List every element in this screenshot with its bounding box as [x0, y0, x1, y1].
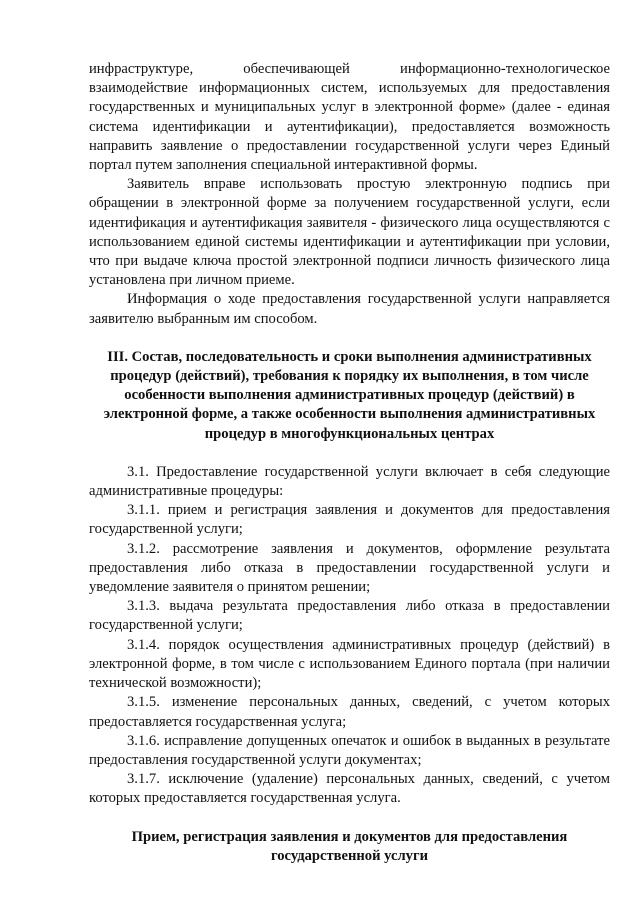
paragraph-continuation: инфраструктуре, обеспечивающей информационно-технологическое взаимодействие информационных систем, используемых для предоставления государственных и муниципальных услуг в электронной форме» (далее - единая система идентификации и аутентификации), предоставляется возможность направить заявление о предоставлении государственной услуги через Единый портал путем заполнения специальной интерактивной формы.	[89, 61, 610, 174]
paragraph-information: Информация о ходе предоставления государственной услуги направляется заявителю выбранным им способом.	[89, 291, 610, 327]
subsection-heading: Прием, регистрация заявления и документов для предоставления государственной услуги	[131, 828, 568, 864]
section-heading: III. Состав, последовательность и сроки выполнения административных процедур (действий), требования к порядку их выполнения, в том числе особенности выполнения административных процедур (действий) в электронной форме, а также особенности выполнения административных процедур в многофункциональных центрах	[103, 348, 596, 442]
list-item-3-1-1: 3.1.1. прием и регистрация заявления и документов для предоставления государственной услуги;	[89, 502, 610, 538]
list-item-3-1-6: 3.1.6. исправление допущенных опечаток и ошибок в выданных в результате предоставления государственной услуги документах;	[89, 732, 610, 768]
list-item-3-1-2: 3.1.2. рассмотрение заявления и документов, оформление результата предоставления либо отказа в предоставлении государственной услуги и уведомление заявителя о принятом решении;	[89, 540, 610, 596]
document-page	[89, 60, 610, 866]
list-item-3-1-3: 3.1.3. выдача результата предоставления либо отказа в предоставлении государственной услуги;	[89, 598, 610, 634]
list-item-3-1-5: 3.1.5. изменение персональных данных, сведений, с учетом которых предоставляется государственная услуга;	[89, 694, 610, 730]
list-item-3-1-7: 3.1.7. исключение (удаление) персональных данных, сведений, с учетом которых предоставляется государственная услуга.	[89, 771, 610, 807]
list-item-3-1-4: 3.1.4. порядок осуществления административных процедур (действий) в электронной форме, в том числе с использованием Единого портала (при наличии технической возможности);	[89, 636, 610, 692]
list-item-3-1: 3.1. Предоставление государственной услуги включает в себя следующие административные процедуры:	[89, 463, 610, 500]
paragraph-electronic-signature: Заявитель вправе использовать простую электронную подпись при обращении в электронной форме за получением государственной услуги, если идентификация и аутентификация заявителя - физического лица осуществляются с использованием единой системы идентификации и аутентификации при условии, что при выдаче ключа простой электронной подписи личность физического лица установлена при личном приеме.	[89, 176, 610, 289]
